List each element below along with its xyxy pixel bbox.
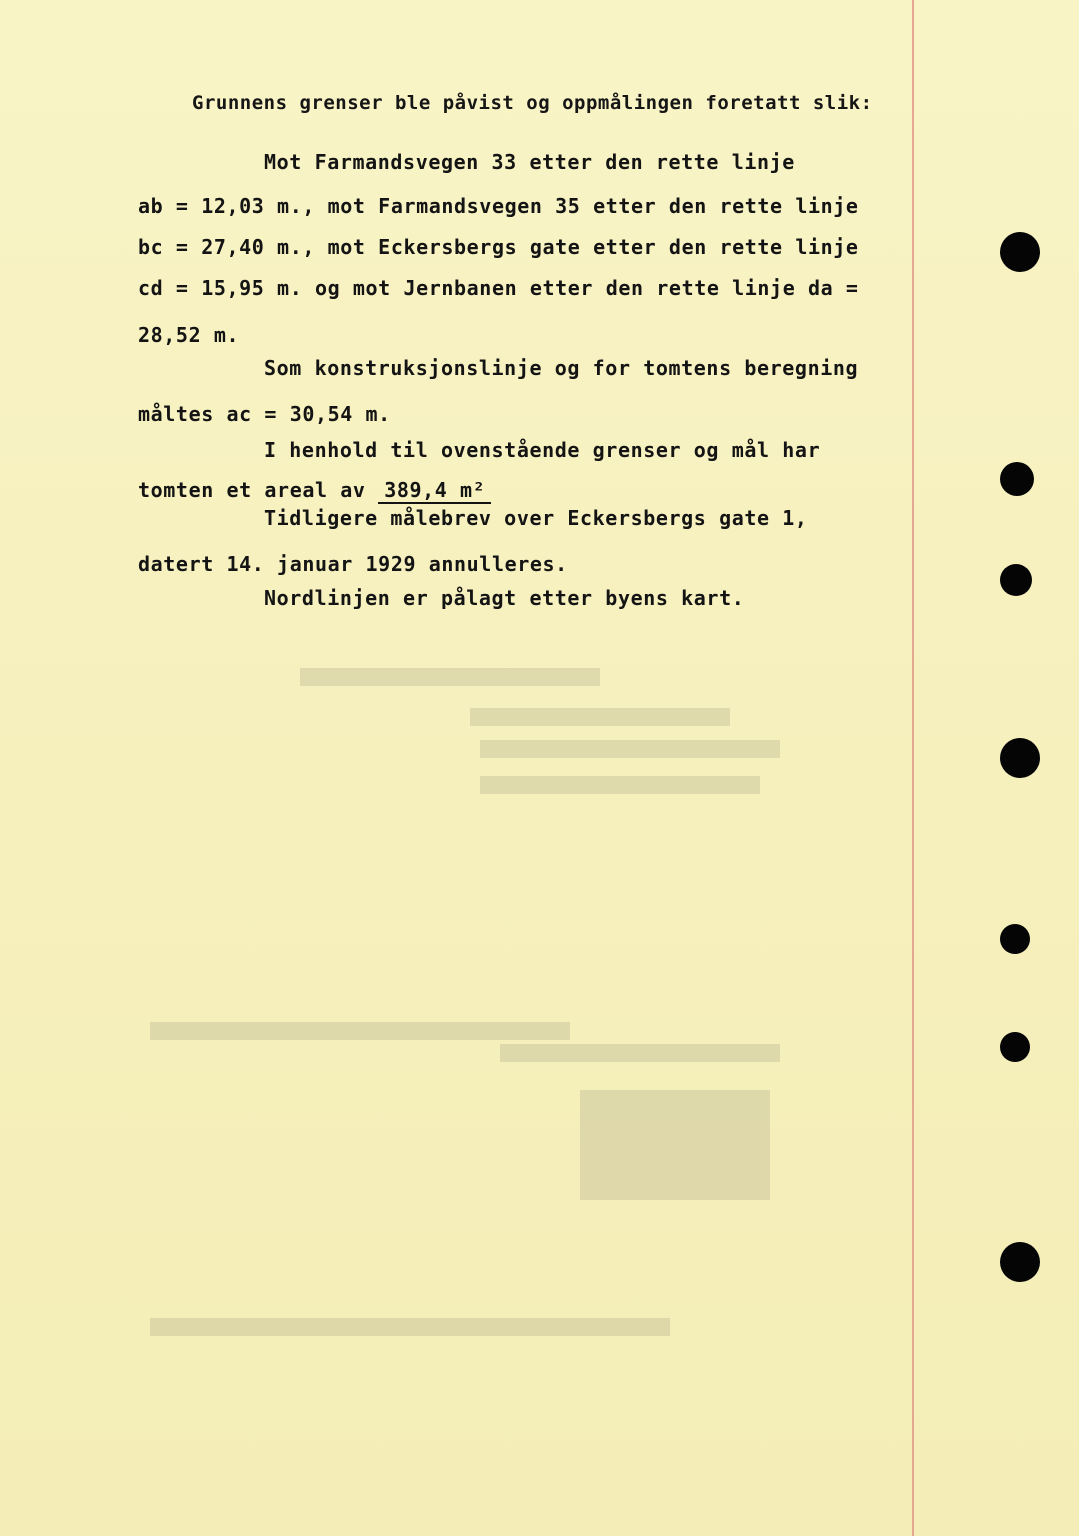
text-line: måltes ac = 30,54 m.: [138, 402, 391, 426]
text-line: Nordlinjen er pålagt etter byens kart.: [264, 586, 745, 610]
text-line: bc = 27,40 m., mot Eckersbergs gate etter den rette linje: [138, 235, 859, 259]
bleed-through-block: [300, 668, 600, 686]
bleed-through-block: [150, 1022, 570, 1040]
text-line: Tidligere målebrev over Eckersbergs gate 1,: [264, 506, 808, 530]
binder-hole: [1000, 738, 1040, 778]
binder-hole: [1000, 924, 1030, 954]
text-line: ab = 12,03 m., mot Farmandsvegen 35 etter den rette linje: [138, 194, 859, 218]
text-line: cd = 15,95 m. og mot Jernbanen etter den rette linje da =: [138, 276, 859, 300]
bleed-through-block: [480, 776, 760, 794]
text-line: datert 14. januar 1929 annulleres.: [138, 552, 568, 576]
text-line: 28,52 m.: [138, 323, 240, 347]
bleed-through-block: [500, 1044, 780, 1062]
bleed-through-block: [150, 1318, 670, 1336]
margin-rule: [912, 0, 914, 1536]
bleed-through-block: [480, 740, 780, 758]
text-line: Mot Farmandsvegen 33 etter den rette linje: [264, 150, 795, 174]
binder-hole: [1000, 1242, 1040, 1282]
area-line: [138, 478, 491, 502]
binder-hole: [1000, 462, 1034, 496]
area-value: 389,4 m²: [378, 478, 491, 504]
bleed-through-block: [470, 708, 730, 726]
binder-hole: [1000, 1032, 1030, 1062]
binder-hole: [1000, 564, 1032, 596]
bleed-through-block: [580, 1090, 770, 1200]
text-line: Som konstruksjonslinje og for tomtens beregning: [264, 356, 859, 380]
section-header: Grunnens grenser ble påvist og oppmålingen foretatt slik:: [192, 92, 873, 114]
text-line: I henhold til ovenstående grenser og mål har: [264, 438, 821, 462]
binder-hole: [1000, 232, 1040, 272]
area-prefix: tomten et areal av: [138, 478, 366, 502]
